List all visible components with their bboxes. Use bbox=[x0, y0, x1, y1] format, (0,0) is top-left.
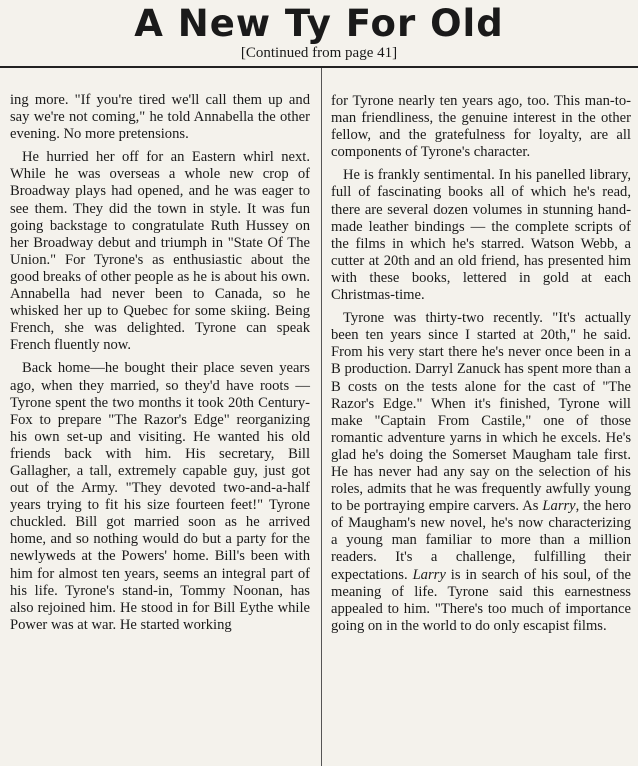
title-rule bbox=[0, 66, 638, 68]
column-divider bbox=[321, 68, 322, 766]
text-run: Tyrone was thirty-two recently. "It's actually been ten years since I started at 20th," he said. From his very start there he's never once been in a B production. Darryl Zanuck has spent more than a B costs on the tests alone for the cast of "The Razor's Edge." When it's finished, Tyrone will make "Captain From Castile," one of those romantic adventure yarns in which he excels. He's glad he's doing the Somerset Maugham tale first. He has never had any say on the selection of his roles, admits that he was frequently awfully young to be portraying empire carvers. As bbox=[331, 310, 631, 515]
text-run: is in search of his soul, of the meaning of life. Tyrone said this earnestness appealed to him. "There's too much of importance going on in the world to do only escapist films. bbox=[331, 566, 631, 634]
left-column bbox=[10, 92, 310, 640]
text-run: , the hero of Maugham's new novel, he's now characterizing a young man familiar to more than a million readers. It's a challenge, fulfilling their expectations. bbox=[331, 498, 631, 583]
paragraph bbox=[331, 310, 631, 635]
character-name: Larry bbox=[412, 566, 446, 583]
paragraph: ing more. "If you're tired we'll call them up and say we're not coming," he told Annabella the other evening. No more pretensions. bbox=[10, 92, 310, 143]
paragraph: Back home—he bought their place seven years ago, when they married, so they'd have roots — Tyrone spent the two months it took 20th Century-Fox to prepare "The Razor's Edge" reorganizing his own set-up and visiting. He wanted his old friends back with him. His secretary, Bill Gallagher, a tall, extremely capable guy, just got out of the Army. "They devoted two-and-a-half years trying to fit his size fourteen feet!" Tyrone chuckled. Bill got married soon as he arrived home, and so nothing would do but a party for the newlyweds at the Powers' home. Bill's been with him for almost ten years, seems an integral part of his life. Tyrone's stand-in, Tommy Noonan, has also rejoined him. He stood in for Bill Eythe while Power was at war. He started working bbox=[10, 360, 310, 633]
article-title: A New Ty For Old bbox=[134, 2, 504, 45]
paragraph: for Tyrone nearly ten years ago, too. This man-to-man friendliness, the genuine interest in the other fellow, and the gratefulness for loyalty, are all components of Tyrone's character. bbox=[331, 93, 631, 161]
paragraph: He is frankly sentimental. In his panelled library, full of fascinating books all of which he's read, there are several dozen volumes in stunning hand-made leather bindings — the complete scripts of the films in which he's starred. Watson Webb, a cutter at 20th and an old friend, has presented him with these books, lettered in gold at each Christmas-time. bbox=[331, 167, 631, 304]
character-name: Larry bbox=[542, 498, 576, 515]
paragraph: He hurried her off for an Eastern whirl next. While he was overseas a whole new crop of Broadway plays had opened, and he was eager to see them. They did the town in style. It was fun going backstage to congratulate Ruth Hussey on her Broadway debut and triumph in "State Of The Union." For Tyrone's as enthusiastic about the good breaks of other people as he is about his own. Annabella had never been to Canada, so he whisked her up to Quebec for some skiing. Being French, she was delighted. Tyrone can speak French fluently now. bbox=[10, 149, 310, 354]
right-column bbox=[331, 93, 631, 641]
continued-note: [Continued from page 41] bbox=[240, 45, 398, 61]
